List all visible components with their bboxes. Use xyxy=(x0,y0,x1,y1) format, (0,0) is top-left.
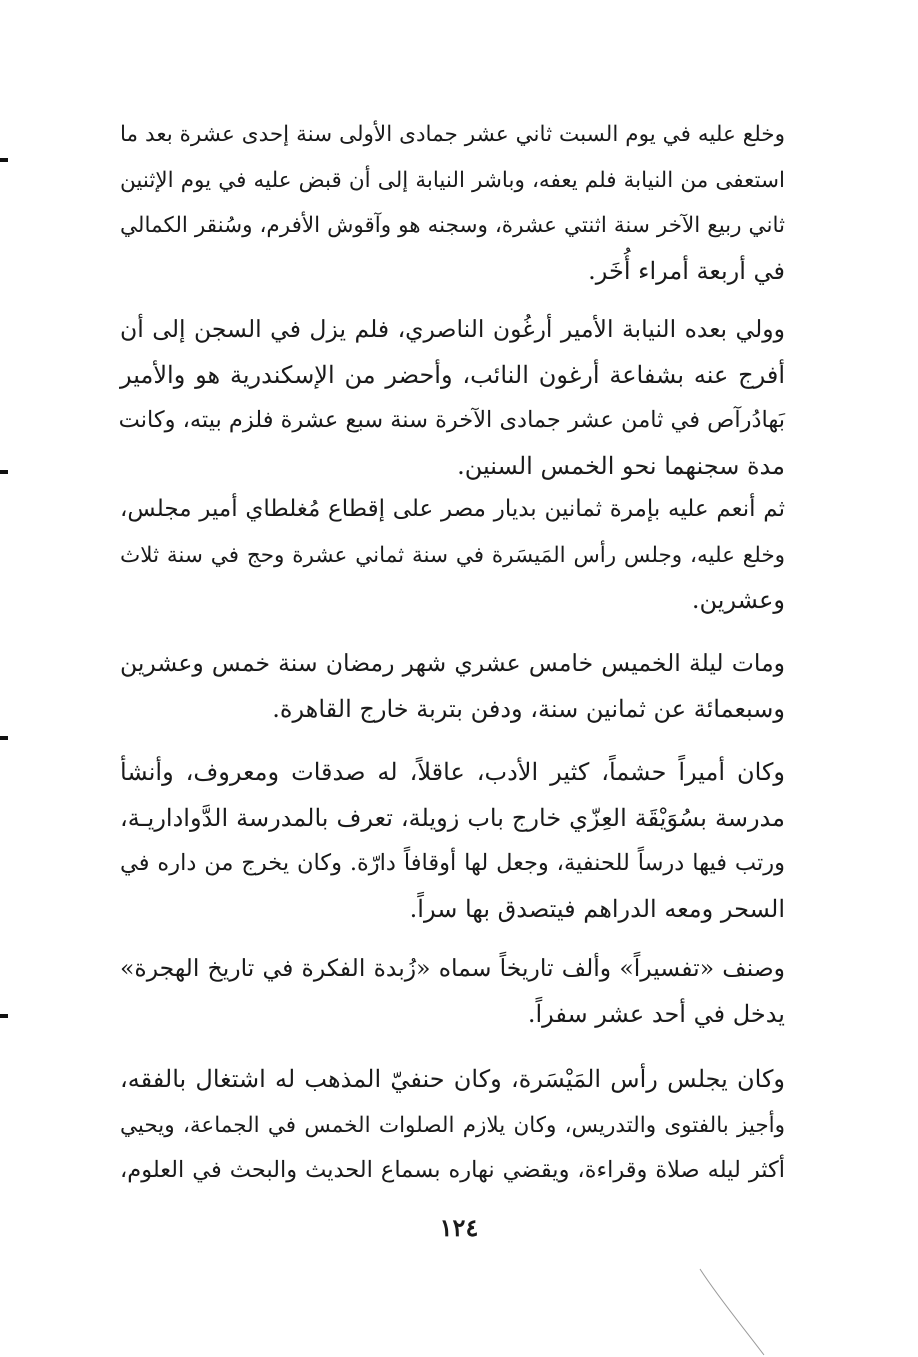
paragraph-7 xyxy=(120,1057,785,1194)
paragraph-5 xyxy=(120,750,785,932)
paragraph-3 xyxy=(120,487,785,624)
binding-mark xyxy=(0,158,8,162)
text-line: وعشرين. xyxy=(691,586,785,614)
text-line: وسبعمائة عن ثمانين سنة، ودفن بتربة خارج القاهرة. xyxy=(272,694,785,723)
paragraph-1 xyxy=(120,112,785,294)
paragraph-6 xyxy=(120,946,785,1037)
text-line: ومات ليلة الخميس خامس عشري شهر رمضان سنة خمس وعشرين xyxy=(120,649,785,677)
binding-mark xyxy=(0,470,8,474)
binding-mark xyxy=(0,736,8,740)
text-line: ورتب فيها درساً للحنفية، وجعل لها أوقافاً دارّة. وكان يخرج من داره في xyxy=(120,850,785,876)
binding-mark xyxy=(0,1014,8,1018)
text-line: بَهادُرآص في ثامن عشر جمادى الآخرة سنة سبع عشرة فلزم بيته، وكانت xyxy=(118,407,785,433)
paragraph-2 xyxy=(120,307,785,489)
text-line: وخلع عليه، وجلس رأس المَيسَرة في سنة ثماني عشرة وحج في سنة ثلاث xyxy=(120,542,785,568)
text-line: يدخل في أحد عشر سفراً. xyxy=(527,999,785,1028)
text-line: وأجيز بالفتوى والتدريس، وكان يلازم الصلوات الخمس في الجماعة، ويحيي xyxy=(120,1112,785,1138)
text-line: استعفى من النيابة فلم يعفه، وباشر النيابة إلى أن قبض عليه في يوم الإثنين xyxy=(120,167,785,193)
text-line: أكثر ليله صلاة وقراءة، ويقضي نهاره بسماع الحديث والبحث في العلوم، xyxy=(120,1157,785,1183)
text-line: وصنف «تفسيراً» وألف تاريخاً سماه «زُبدة الفكرة في تاريخ الهجرة» xyxy=(120,954,785,982)
text-line: وخلع عليه في يوم السبت ثاني عشر جمادى الأولى سنة إحدى عشرة بعد ما xyxy=(120,122,785,147)
page-curl-line xyxy=(698,1267,768,1357)
text-line: مدرسة بسُوَيْقَة العِزّي خارج باب زويلة، تعرف بالمدرسة الدَّواداريـة، xyxy=(120,803,785,832)
text-line: وولي بعده النيابة الأمير أرغُون الناصري، فلم يزل في السجن إلى أن xyxy=(120,315,785,343)
text-line: وكان يجلس رأس المَيْسَرة، وكان حنفيّ المذهب له اشتغال بالفقه، xyxy=(120,1065,785,1093)
text-line: وكان أميراً حشماً، كثير الأدب، عاقلاً، له صدقات ومعروف، وأنشأ xyxy=(120,758,785,786)
text-line: أفرج عنه بشفاعة أرغون النائب، وأحضر من الإسكندرية هو والأمير xyxy=(120,360,785,389)
text-line: مدة سجنهما نحو الخمس السنين. xyxy=(457,451,785,480)
page-number: ١٢٤ xyxy=(439,1213,479,1242)
text-line: ثاني ربيع الآخر سنة اثنتي عشرة، وسجنه هو وآقوش الأفرم، وسُنقر الكمالي xyxy=(120,213,785,238)
text-line: في أربعة أمراء أُخَر. xyxy=(588,256,785,285)
paragraph-4 xyxy=(120,641,785,732)
text-line: السحر ومعه الدراهم فيتصدق بها سراً. xyxy=(409,894,785,923)
text-line: ثم أنعم عليه بإمرة ثمانين بديار مصر على إقطاع مُغلطاي أمير مجلس، xyxy=(120,496,785,522)
